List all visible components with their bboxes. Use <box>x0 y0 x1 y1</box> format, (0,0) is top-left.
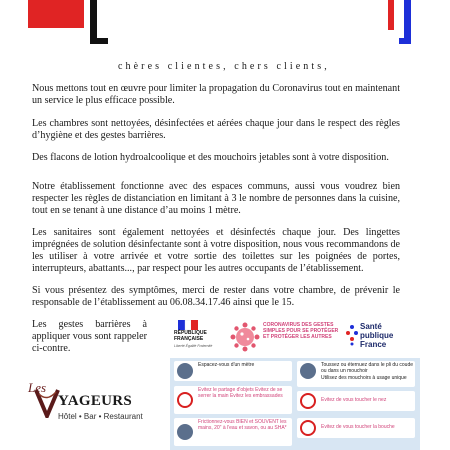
top-right-red-bar <box>388 0 394 30</box>
tile-no-touch-mouth-text: Evitez de vous toucher la bouche <box>321 424 395 430</box>
tile-no-touch-mouth <box>297 418 415 438</box>
no-touch-nose-icon <box>300 393 316 409</box>
tile-cough-extra-text: Utilisez des mouchoirs à usage unique <box>321 375 407 381</box>
top-right-blue-horizontal-bar <box>399 38 411 44</box>
greeting: chères clientes, chers clients, <box>118 61 330 72</box>
tile-no-touch-nose-text: Evitez de vous toucher le nez <box>321 397 387 403</box>
cough-icon <box>300 363 316 379</box>
voyageurs-logo <box>28 380 148 425</box>
tile-cough <box>297 361 415 387</box>
no-handshake-icon <box>177 392 193 408</box>
wash-hands-icon <box>177 424 193 440</box>
tile-wash-hands-text: Frictionnez-vous BIEN et SOUVENT les mains, 20" à l'eau et savon, ou au SHA* <box>198 419 287 431</box>
paragraph-sanitizer: Des flacons de lotion hydroalcoolique et des mouchoirs jetables sont à votre disposition. <box>32 152 389 163</box>
paragraph-barrier-gestures: Les gestes barrières à appliquer vous sont rappeler ci-contre. <box>32 319 147 355</box>
tile-cough-text: Toussez ou éternuez dans le pli du coude ou dans un mouchoir <box>321 362 414 374</box>
paragraph-rooms: Les chambres sont nettoyées, désinfectées et aérées chaque jour dans le respect des règles d’hygiène et des gestes barrières. <box>32 118 400 142</box>
no-touch-mouth-icon <box>300 420 316 436</box>
sante-publique-label: Santé publique France <box>360 322 394 349</box>
tile-distance-text: Espacez-vous d'un mètre <box>198 362 255 368</box>
top-left-red-bar <box>28 0 84 28</box>
sante-publique-dots-icon <box>345 324 359 346</box>
logo-v-mark <box>34 388 60 418</box>
tile-distance <box>174 361 292 381</box>
paragraph-intro: Nous mettons tout en œuvre pour limiter la propagation du Coronavirus tout en maintenant un service le plus efficace possible. <box>32 83 400 107</box>
barrier-gestures-poster <box>170 318 420 450</box>
tile-no-handshake <box>174 386 292 414</box>
paragraph-symptoms: Si vous présentez des symptômes, merci de rester dans votre chambre, de prévenir le responsable de l’établissement au 06.08.34.17.46 ainsi que le 15. <box>32 285 400 309</box>
tile-no-touch-nose <box>297 391 415 411</box>
republique-label: RÉPUBLIQUE FRANÇAISE <box>174 330 207 342</box>
paragraph-sanitary: Les sanitaires sont également nettoyées et désinfectés chaque jour. Des lingettes imprégnées de solution désinfectante sont à votre disposition, nous vous recommandons de les utiliser à votre arrivée et votre sortie des toilettes sur les poignées de portes, interrupteurs, abattants..., par respect pour les autres occupants de l’établissement. <box>32 227 400 275</box>
tile-no-handshake-text: Evitez le partage d'objets Evitez de se serrer la main Evitez les embrassades <box>198 387 283 399</box>
poster-body <box>170 358 420 450</box>
poster-header <box>170 318 420 358</box>
french-flag-icon <box>178 320 198 330</box>
top-black-horizontal-bar <box>90 38 108 44</box>
republique-motto: Liberté Égalité Fraternité <box>174 344 213 348</box>
virus-icon <box>230 322 260 352</box>
campaign-title: CORONAVIRUS DES GESTES SIMPLES POUR SE PROTÉGER ET PROTÉGER LES AUTRES <box>263 322 339 340</box>
paragraph-common-areas: Notre établissement fonctionne avec des espaces communs, aussi vous voudrez bien respecter les règles de distanciation en limitant à 3 le nombre de personnes dans la cuisine, tout en se tenant à une distance d’au moins 1 mètre. <box>32 181 400 217</box>
logo-les: Les <box>28 380 47 395</box>
logo-subtitle: Hôtel • Bar • Restaurant <box>58 412 143 421</box>
distance-icon <box>177 363 193 379</box>
logo-name: YAGEURS <box>58 393 133 409</box>
tile-wash-hands <box>174 418 292 446</box>
